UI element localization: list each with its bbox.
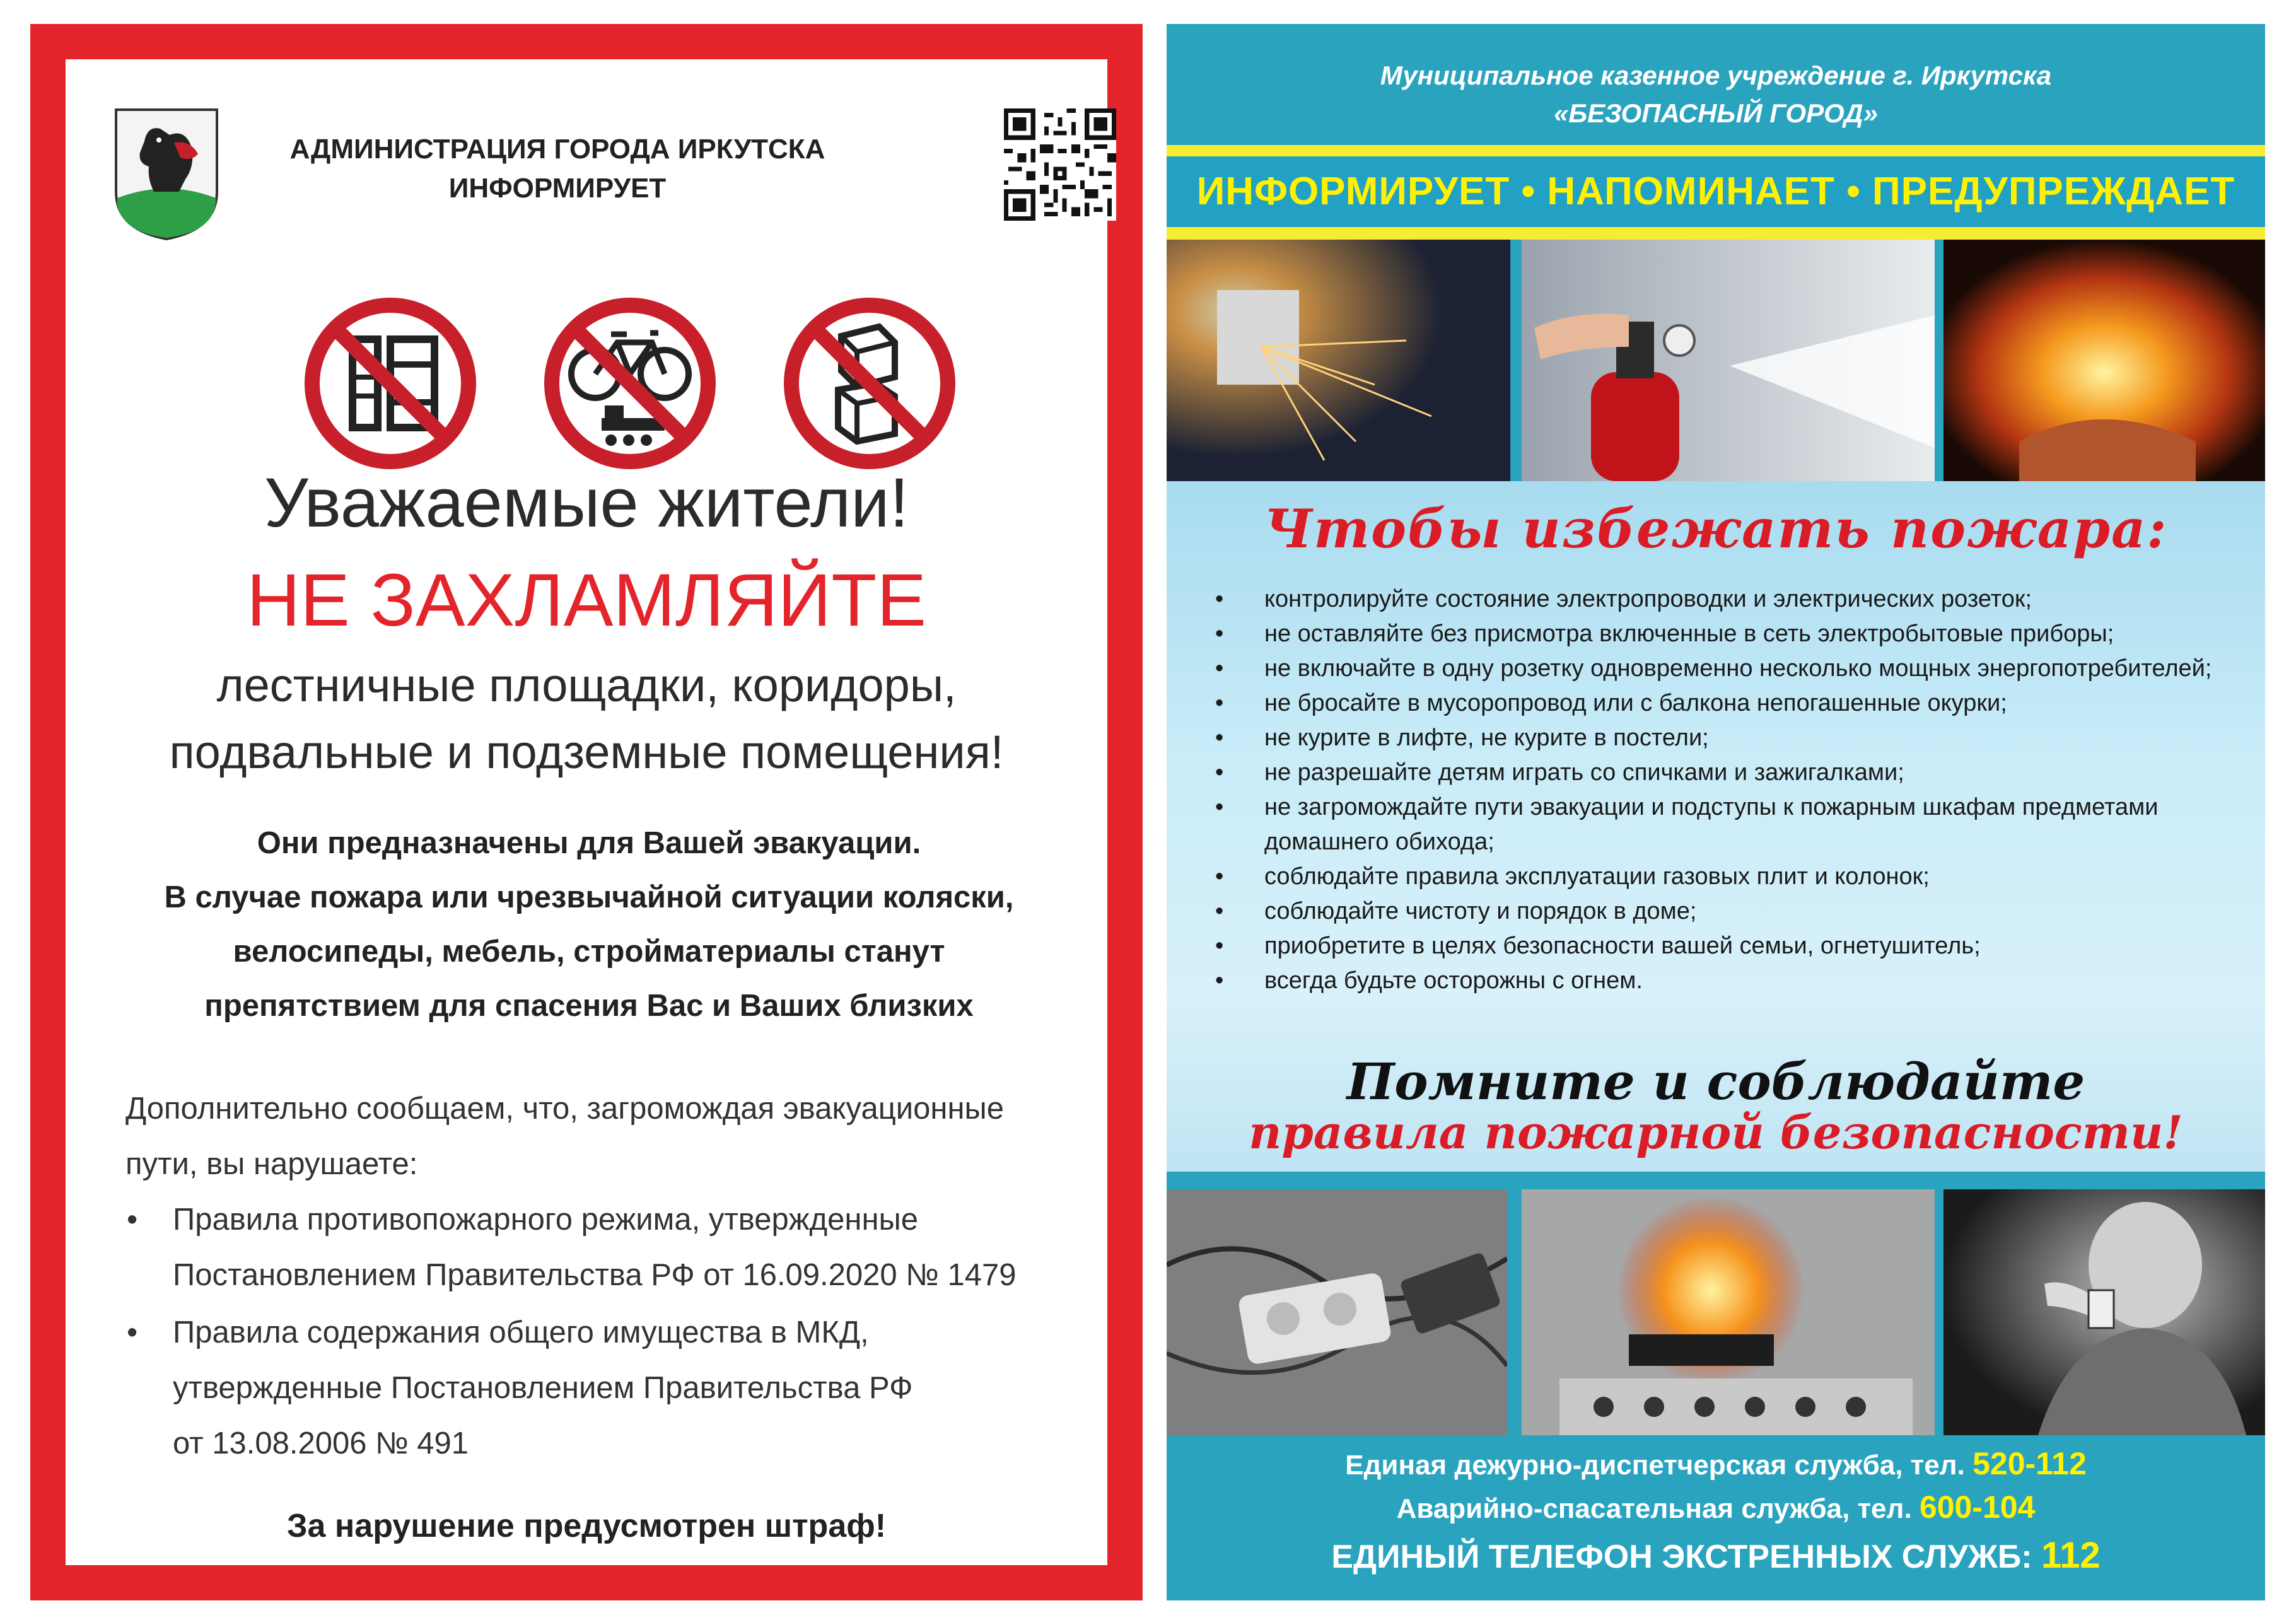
no-boxes-icon [781,295,958,472]
places-text [66,652,1107,786]
law-2-line-3: от 13.08.2006 № 491 [173,1426,469,1460]
places-line-1: лестничные площадки, коридоры, [216,659,957,711]
bullet-icon: • [1215,655,1224,682]
organization-header [1167,57,2265,132]
bullet-icon: • [1215,863,1224,890]
list-item [1201,790,2242,860]
rule-text: контролируйте состояние электропроводки и электрических розеток; [1264,586,2032,612]
list-item [1201,964,2242,998]
fire-prevention-heading: Чтобы избежать пожара: [1264,498,2168,560]
list-item [1201,929,2242,964]
rule-text: не бросайте в мусоропровод или с балкона непогашенные окурки; [1264,690,2007,716]
left-poster [30,24,1143,1600]
bullet-icon: • [1215,898,1224,924]
additional-line-2: пути, вы нарушаете: [125,1147,418,1181]
phone-3-label: ЕДИНЫЙ ТЕЛЕФОН ЭКСТРЕННЫХ СЛУЖБ: [1331,1539,2032,1575]
bullet-icon: • [1215,725,1224,751]
bullet-icon: • [1215,690,1224,716]
rule-text: соблюдайте чистоту и порядок в доме; [1264,898,1697,924]
qr-code-icon [1004,108,1116,221]
rule-text: приобретите в целях безопасности вашей семьи, огнетушитель; [1264,933,1981,959]
bullet-icon: • [1215,967,1224,994]
fire-safety-panel [1167,481,2265,1172]
law-item-1 [173,1192,1087,1303]
no-furniture-icon [302,295,479,472]
list-item [1201,894,2242,929]
notice-line: препятствием для спасения Вас и Ваших близких [204,989,974,1023]
list-item [1201,617,2242,651]
bullet-icon: • [127,1315,138,1349]
rule-text: всегда будьте осторожны с огнем. [1264,967,1643,994]
phone-line-2 [1167,1486,2265,1530]
law-1-line-2: Постановлением Правительства РФ от 16.09.2020 № 1479 [173,1258,1017,1292]
rule-text: не разрешайте детям играть со спичками и зажигалками; [1264,759,1904,786]
org-line-2: «БЕЗОПАСНЫЙ ГОРОД» [1554,98,1878,128]
sparking-socket-photo [1167,240,1510,481]
evacuation-notice [122,816,1056,1033]
phone-3-number: 112 [2041,1535,2101,1576]
law-item-2 [173,1305,1087,1471]
tangled-wires-photo [1167,1189,1507,1435]
phone-line-1 [1167,1443,2265,1486]
additional-info [125,1081,1078,1192]
phone-2-number: 600-104 [1919,1489,2036,1525]
places-line-2: подвальные и подземные помещения! [169,726,1004,778]
irkutsk-coat-of-arms-icon [110,103,223,242]
phone-2-label: Аварийно-спасательная служба, тел. [1396,1493,1912,1524]
administration-header [274,130,841,208]
list-item [1201,686,2242,721]
bullet-icon: • [1215,621,1224,647]
emergency-phones [1167,1443,2265,1583]
rule-text: не курите в лифте, не курите в постели; [1264,725,1709,751]
greeting-heading: Уважаемые жители! [264,464,909,542]
phone-1-label: Единая дежурно-диспетчерская служба, тел. [1345,1450,1965,1481]
admin-line-1: АДМИНИСТРАЦИЯ ГОРОДА ИРКУТСКА [289,134,825,165]
fire-extinguisher-photo [1522,240,1935,481]
admin-line-2: ИНФОРМИРУЕТ [448,173,667,204]
bullet-icon: • [1215,586,1224,612]
notice-line: велосипеды, мебель, стройматериалы станут [233,935,945,969]
fire-safety-rules-list [1201,582,2242,998]
no-bicycle-icon [542,295,718,472]
law-2-line-1: Правила содержания общего имущества в МКД, [173,1315,869,1349]
fine-notice: За нарушение предусмотрен штраф! [286,1508,887,1544]
rule-text: не оставляйте без присмотра включенные в сеть электробытовые приборы; [1264,621,2114,647]
right-poster [1167,24,2265,1600]
org-line-1: Муниципальное казенное учреждение г. Иркутска [1380,61,2052,90]
remember-heading: Помните и соблюдайте [1346,1052,2085,1111]
banner-text: ИНФОРМИРУЕТ • НАПОМИНАЕТ • ПРЕДУПРЕЖДАЕТ [1196,170,2235,213]
warning-heading: НЕ ЗАХЛАМЛЯЙТЕ [246,559,927,642]
list-item [1201,651,2242,686]
rule-text: не включайте в одну розетку одновременно несколько мощных энергопотребителей; [1264,655,2212,682]
bullet-icon: • [127,1203,138,1237]
rule-text: соблюдайте правила эксплуатации газовых плит и колонок; [1264,863,1930,890]
list-item [1201,860,2242,894]
bullet-icon: • [1215,933,1224,959]
list-item [1201,755,2242,790]
phone-1-number: 520-112 [1973,1446,2087,1481]
child-with-matches-photo [1943,1189,2265,1435]
list-item [1201,721,2242,755]
flame-in-hands-photo [1943,240,2265,481]
burning-pan-photo [1522,1189,1935,1435]
left-poster-body [66,59,1107,1565]
bullet-icon: • [1215,759,1224,786]
bullet-icon: • [1215,794,1224,820]
list-item [1201,582,2242,617]
law-2-line-2: утвержденные Постановлением Правительства РФ [173,1371,913,1405]
additional-line-1: Дополнительно сообщаем, что, загромождая эвакуационные [125,1092,1004,1126]
law-1-line-1: Правила противопожарного режима, утвержденные [173,1203,918,1237]
phone-line-3 [1167,1530,2265,1583]
notice-line: В случае пожара или чрезвычайной ситуации коляски, [164,880,1014,914]
safety-rules-heading: правила пожарной безопасности! [1249,1105,2183,1159]
rule-text: не загромождайте пути эвакуации и подступы к пожарным шкафам предметами домашнего обихода; [1264,794,2159,855]
notice-line: Они предназначены для Вашей эвакуации. [257,826,921,860]
